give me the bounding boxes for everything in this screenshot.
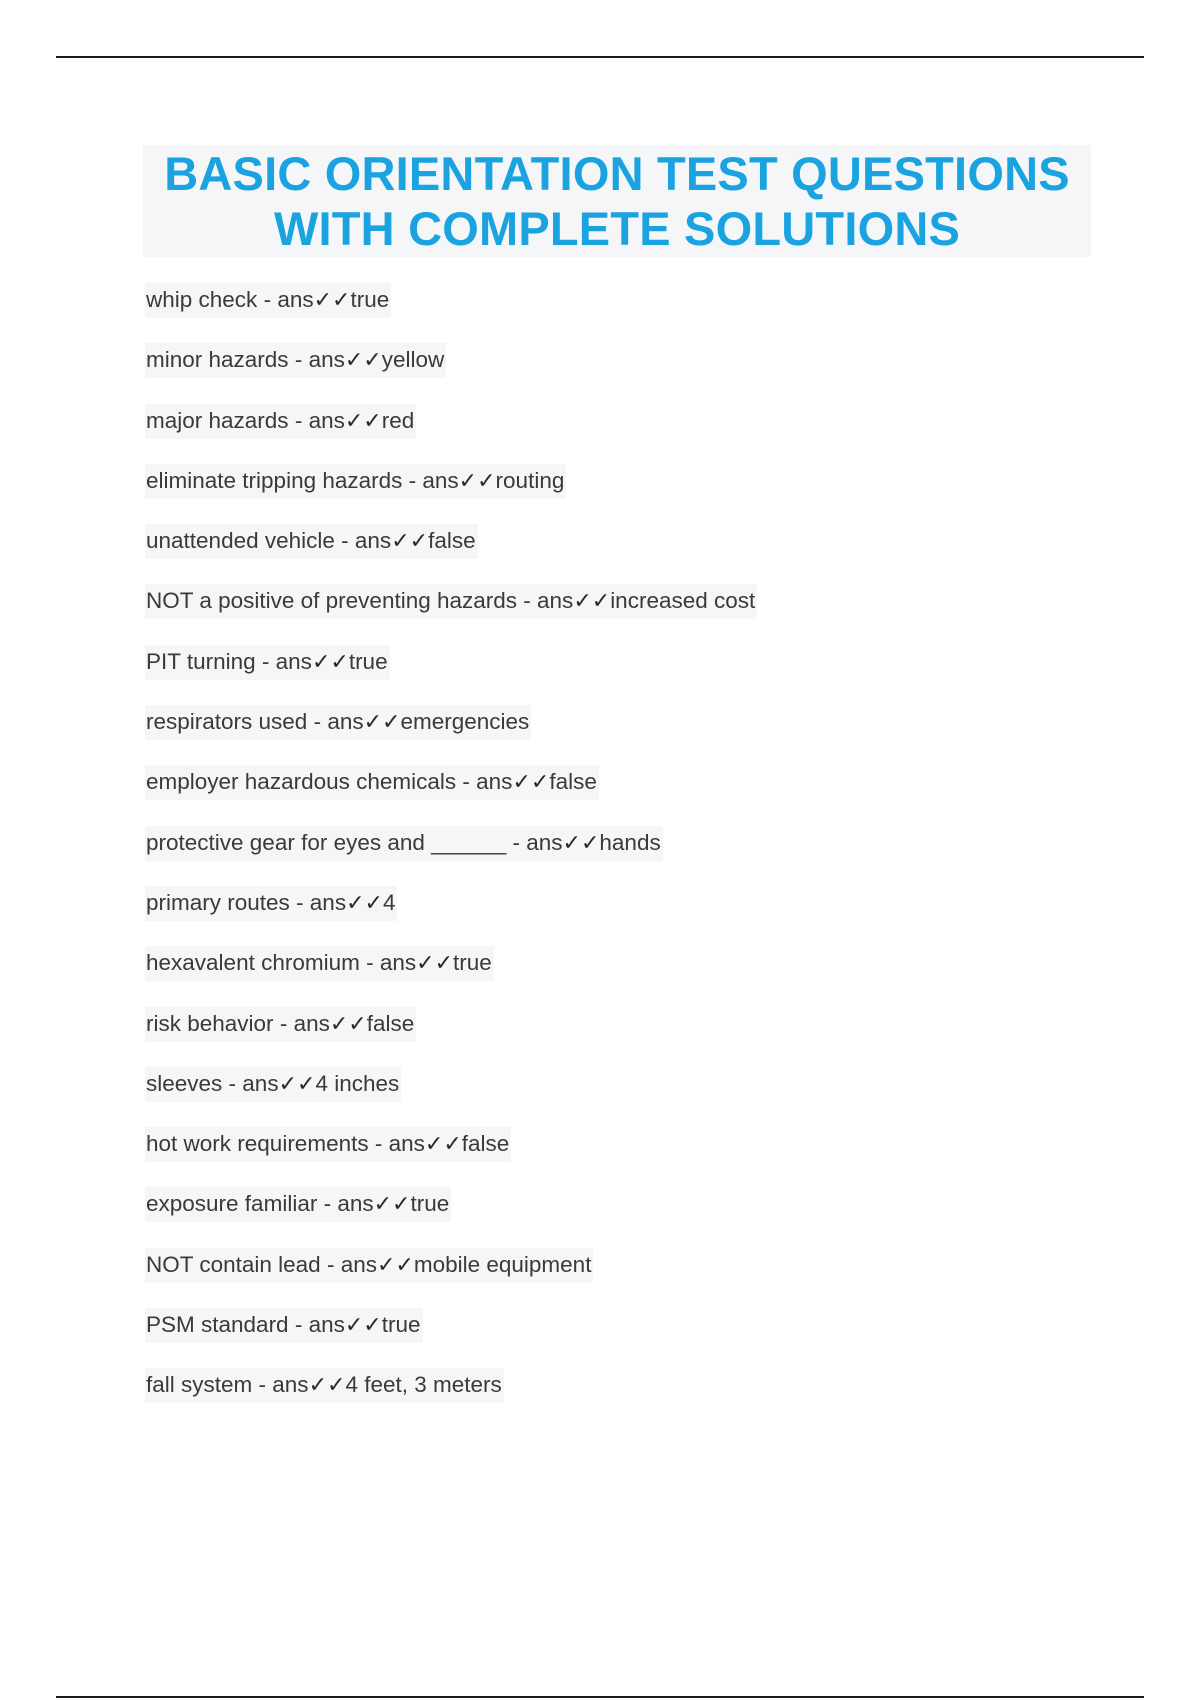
document-title bbox=[143, 145, 1091, 257]
answer-text: true bbox=[410, 1191, 450, 1217]
separator: - bbox=[288, 347, 309, 373]
separator: - bbox=[517, 588, 538, 614]
separator: - bbox=[334, 528, 355, 554]
answer-label: ans bbox=[354, 528, 392, 554]
qa-item bbox=[145, 1308, 757, 1368]
answer-label: ans bbox=[526, 829, 563, 855]
question-text: unattended vehicle bbox=[146, 528, 335, 554]
answer-label: ans bbox=[277, 287, 314, 312]
separator: - bbox=[273, 1010, 294, 1036]
title-line-2: WITH COMPLETE SOLUTIONS bbox=[273, 202, 961, 255]
separator: - bbox=[288, 407, 309, 433]
double-check-icon: ✓✓ bbox=[562, 830, 600, 856]
answer-text: false bbox=[461, 1131, 510, 1157]
qa-item bbox=[145, 1007, 757, 1067]
answer-label: ans bbox=[337, 1191, 374, 1217]
question-text: exposure familiar bbox=[146, 1191, 318, 1217]
separator: - bbox=[257, 287, 278, 312]
double-check-icon: ✓✓ bbox=[458, 468, 496, 494]
double-check-icon: ✓✓ bbox=[329, 1011, 367, 1037]
qa-line bbox=[145, 1187, 451, 1222]
separator: - bbox=[368, 1131, 389, 1157]
separator: - bbox=[252, 1372, 273, 1398]
question-text: NOT contain lead bbox=[146, 1251, 321, 1277]
separator: - bbox=[288, 1312, 309, 1338]
qa-line bbox=[145, 946, 494, 981]
double-check-icon: ✓✓ bbox=[344, 348, 382, 374]
answer-text: true bbox=[381, 1312, 421, 1338]
qa-line bbox=[145, 404, 416, 439]
separator: - bbox=[506, 829, 527, 855]
qa-item bbox=[145, 826, 757, 886]
answer-label: ans bbox=[422, 467, 459, 493]
answer-text: routing bbox=[495, 467, 565, 493]
qa-line bbox=[145, 524, 478, 559]
double-check-icon: ✓✓ bbox=[363, 710, 401, 736]
separator: - bbox=[402, 467, 423, 493]
qa-item bbox=[145, 1127, 757, 1187]
separator: - bbox=[307, 709, 328, 735]
qa-line bbox=[145, 765, 599, 800]
answer-label: ans bbox=[327, 709, 364, 735]
qa-item bbox=[145, 765, 757, 825]
question-text: PSM standard bbox=[146, 1312, 289, 1338]
qa-item bbox=[145, 343, 757, 403]
answer-label: ans bbox=[340, 1251, 377, 1277]
answer-label: ans bbox=[272, 1372, 309, 1398]
answer-label: ans bbox=[308, 1312, 345, 1338]
qa-line bbox=[145, 1127, 511, 1162]
answer-label: ans bbox=[379, 950, 417, 976]
question-text: whip check bbox=[146, 287, 258, 312]
qa-item bbox=[145, 645, 757, 705]
header-rule bbox=[56, 56, 1144, 58]
question-text: fall system bbox=[146, 1372, 253, 1398]
question-text: respirators used bbox=[146, 709, 308, 735]
question-text: minor hazards bbox=[146, 347, 289, 373]
question-text: sleeves bbox=[146, 1070, 223, 1096]
answer-label: ans bbox=[388, 1131, 425, 1157]
answer-text: mobile equipment bbox=[413, 1251, 592, 1277]
qa-line bbox=[145, 584, 757, 619]
qa-item bbox=[145, 1368, 757, 1428]
question-text: hot work requirements bbox=[146, 1131, 369, 1157]
qa-item bbox=[145, 1187, 757, 1247]
double-check-icon: ✓✓ bbox=[573, 589, 611, 615]
answer-label: ans bbox=[308, 407, 345, 433]
footer-rule bbox=[56, 1696, 1144, 1698]
answer-text: 4 bbox=[382, 889, 396, 915]
answer-text: true bbox=[350, 287, 390, 312]
answer-text: yellow bbox=[381, 347, 445, 373]
answer-label: ans bbox=[476, 769, 513, 795]
double-check-icon: ✓✓ bbox=[344, 1313, 382, 1339]
qa-item bbox=[145, 404, 757, 464]
double-check-icon: ✓✓ bbox=[344, 408, 382, 434]
answer-text: red bbox=[381, 407, 415, 433]
answer-text: false bbox=[366, 1010, 415, 1036]
answer-text: false bbox=[428, 528, 476, 554]
qa-line bbox=[145, 1248, 593, 1283]
double-check-icon: ✓✓ bbox=[311, 649, 349, 675]
separator: - bbox=[255, 648, 276, 674]
qa-line bbox=[145, 1368, 504, 1403]
qa-item bbox=[145, 1248, 757, 1308]
qa-line bbox=[145, 645, 390, 680]
qa-line bbox=[145, 1007, 416, 1042]
question-text: risk behavior bbox=[146, 1010, 274, 1036]
question-text: hexavalent chromium bbox=[146, 950, 360, 976]
question-text: eliminate tripping hazards bbox=[146, 467, 403, 493]
answer-text: true bbox=[348, 648, 388, 674]
qa-line bbox=[145, 283, 391, 318]
qa-line bbox=[145, 705, 531, 740]
separator: - bbox=[317, 1191, 338, 1217]
qa-line bbox=[145, 1308, 423, 1343]
qa-item bbox=[145, 283, 757, 343]
answer-label: ans bbox=[309, 889, 347, 915]
double-check-icon: ✓✓ bbox=[313, 288, 351, 313]
answer-text: false bbox=[549, 769, 597, 795]
question-text: employer hazardous chemicals bbox=[146, 769, 457, 795]
qa-line bbox=[145, 826, 663, 861]
answer-text: emergencies bbox=[400, 709, 530, 735]
question-text: primary routes bbox=[146, 889, 290, 915]
double-check-icon: ✓✓ bbox=[424, 1132, 462, 1158]
title-line-1: BASIC ORIENTATION TEST QUESTIONS bbox=[164, 147, 1070, 200]
double-check-icon: ✓✓ bbox=[391, 529, 429, 555]
qa-line bbox=[145, 343, 446, 378]
double-check-icon: ✓✓ bbox=[373, 1192, 411, 1218]
separator: - bbox=[289, 889, 310, 915]
double-check-icon: ✓✓ bbox=[346, 890, 383, 916]
question-answer-list bbox=[145, 283, 757, 1429]
qa-item bbox=[145, 946, 757, 1006]
qa-item bbox=[145, 1067, 757, 1127]
qa-item bbox=[145, 524, 757, 584]
answer-label: ans bbox=[242, 1070, 279, 1096]
separator: - bbox=[320, 1251, 341, 1277]
answer-label: ans bbox=[275, 648, 312, 674]
qa-line bbox=[145, 1067, 401, 1102]
double-check-icon: ✓✓ bbox=[512, 770, 550, 796]
answer-label: ans bbox=[537, 588, 574, 614]
question-text: protective gear for eyes and ______ bbox=[146, 829, 507, 855]
answer-text: true bbox=[453, 950, 492, 976]
qa-line bbox=[145, 464, 566, 499]
qa-item bbox=[145, 705, 757, 765]
double-check-icon: ✓✓ bbox=[308, 1373, 346, 1399]
qa-line bbox=[145, 886, 397, 921]
answer-text: 4 inches bbox=[315, 1070, 400, 1096]
double-check-icon: ✓✓ bbox=[376, 1252, 414, 1278]
question-text: major hazards bbox=[146, 407, 289, 433]
separator: - bbox=[456, 769, 477, 795]
qa-item bbox=[145, 584, 757, 644]
question-text: NOT a positive of preventing hazards bbox=[146, 588, 518, 614]
answer-label: ans bbox=[308, 347, 345, 373]
answer-text: 4 feet, 3 meters bbox=[345, 1372, 502, 1398]
double-check-icon: ✓✓ bbox=[416, 951, 454, 977]
answer-text: increased cost bbox=[610, 588, 756, 614]
separator: - bbox=[222, 1070, 243, 1096]
qa-item bbox=[145, 886, 757, 946]
separator: - bbox=[359, 950, 380, 976]
qa-item bbox=[145, 464, 757, 524]
double-check-icon: ✓✓ bbox=[278, 1071, 316, 1097]
answer-label: ans bbox=[293, 1010, 330, 1036]
answer-text: hands bbox=[599, 829, 661, 855]
question-text: PIT turning bbox=[146, 648, 256, 674]
